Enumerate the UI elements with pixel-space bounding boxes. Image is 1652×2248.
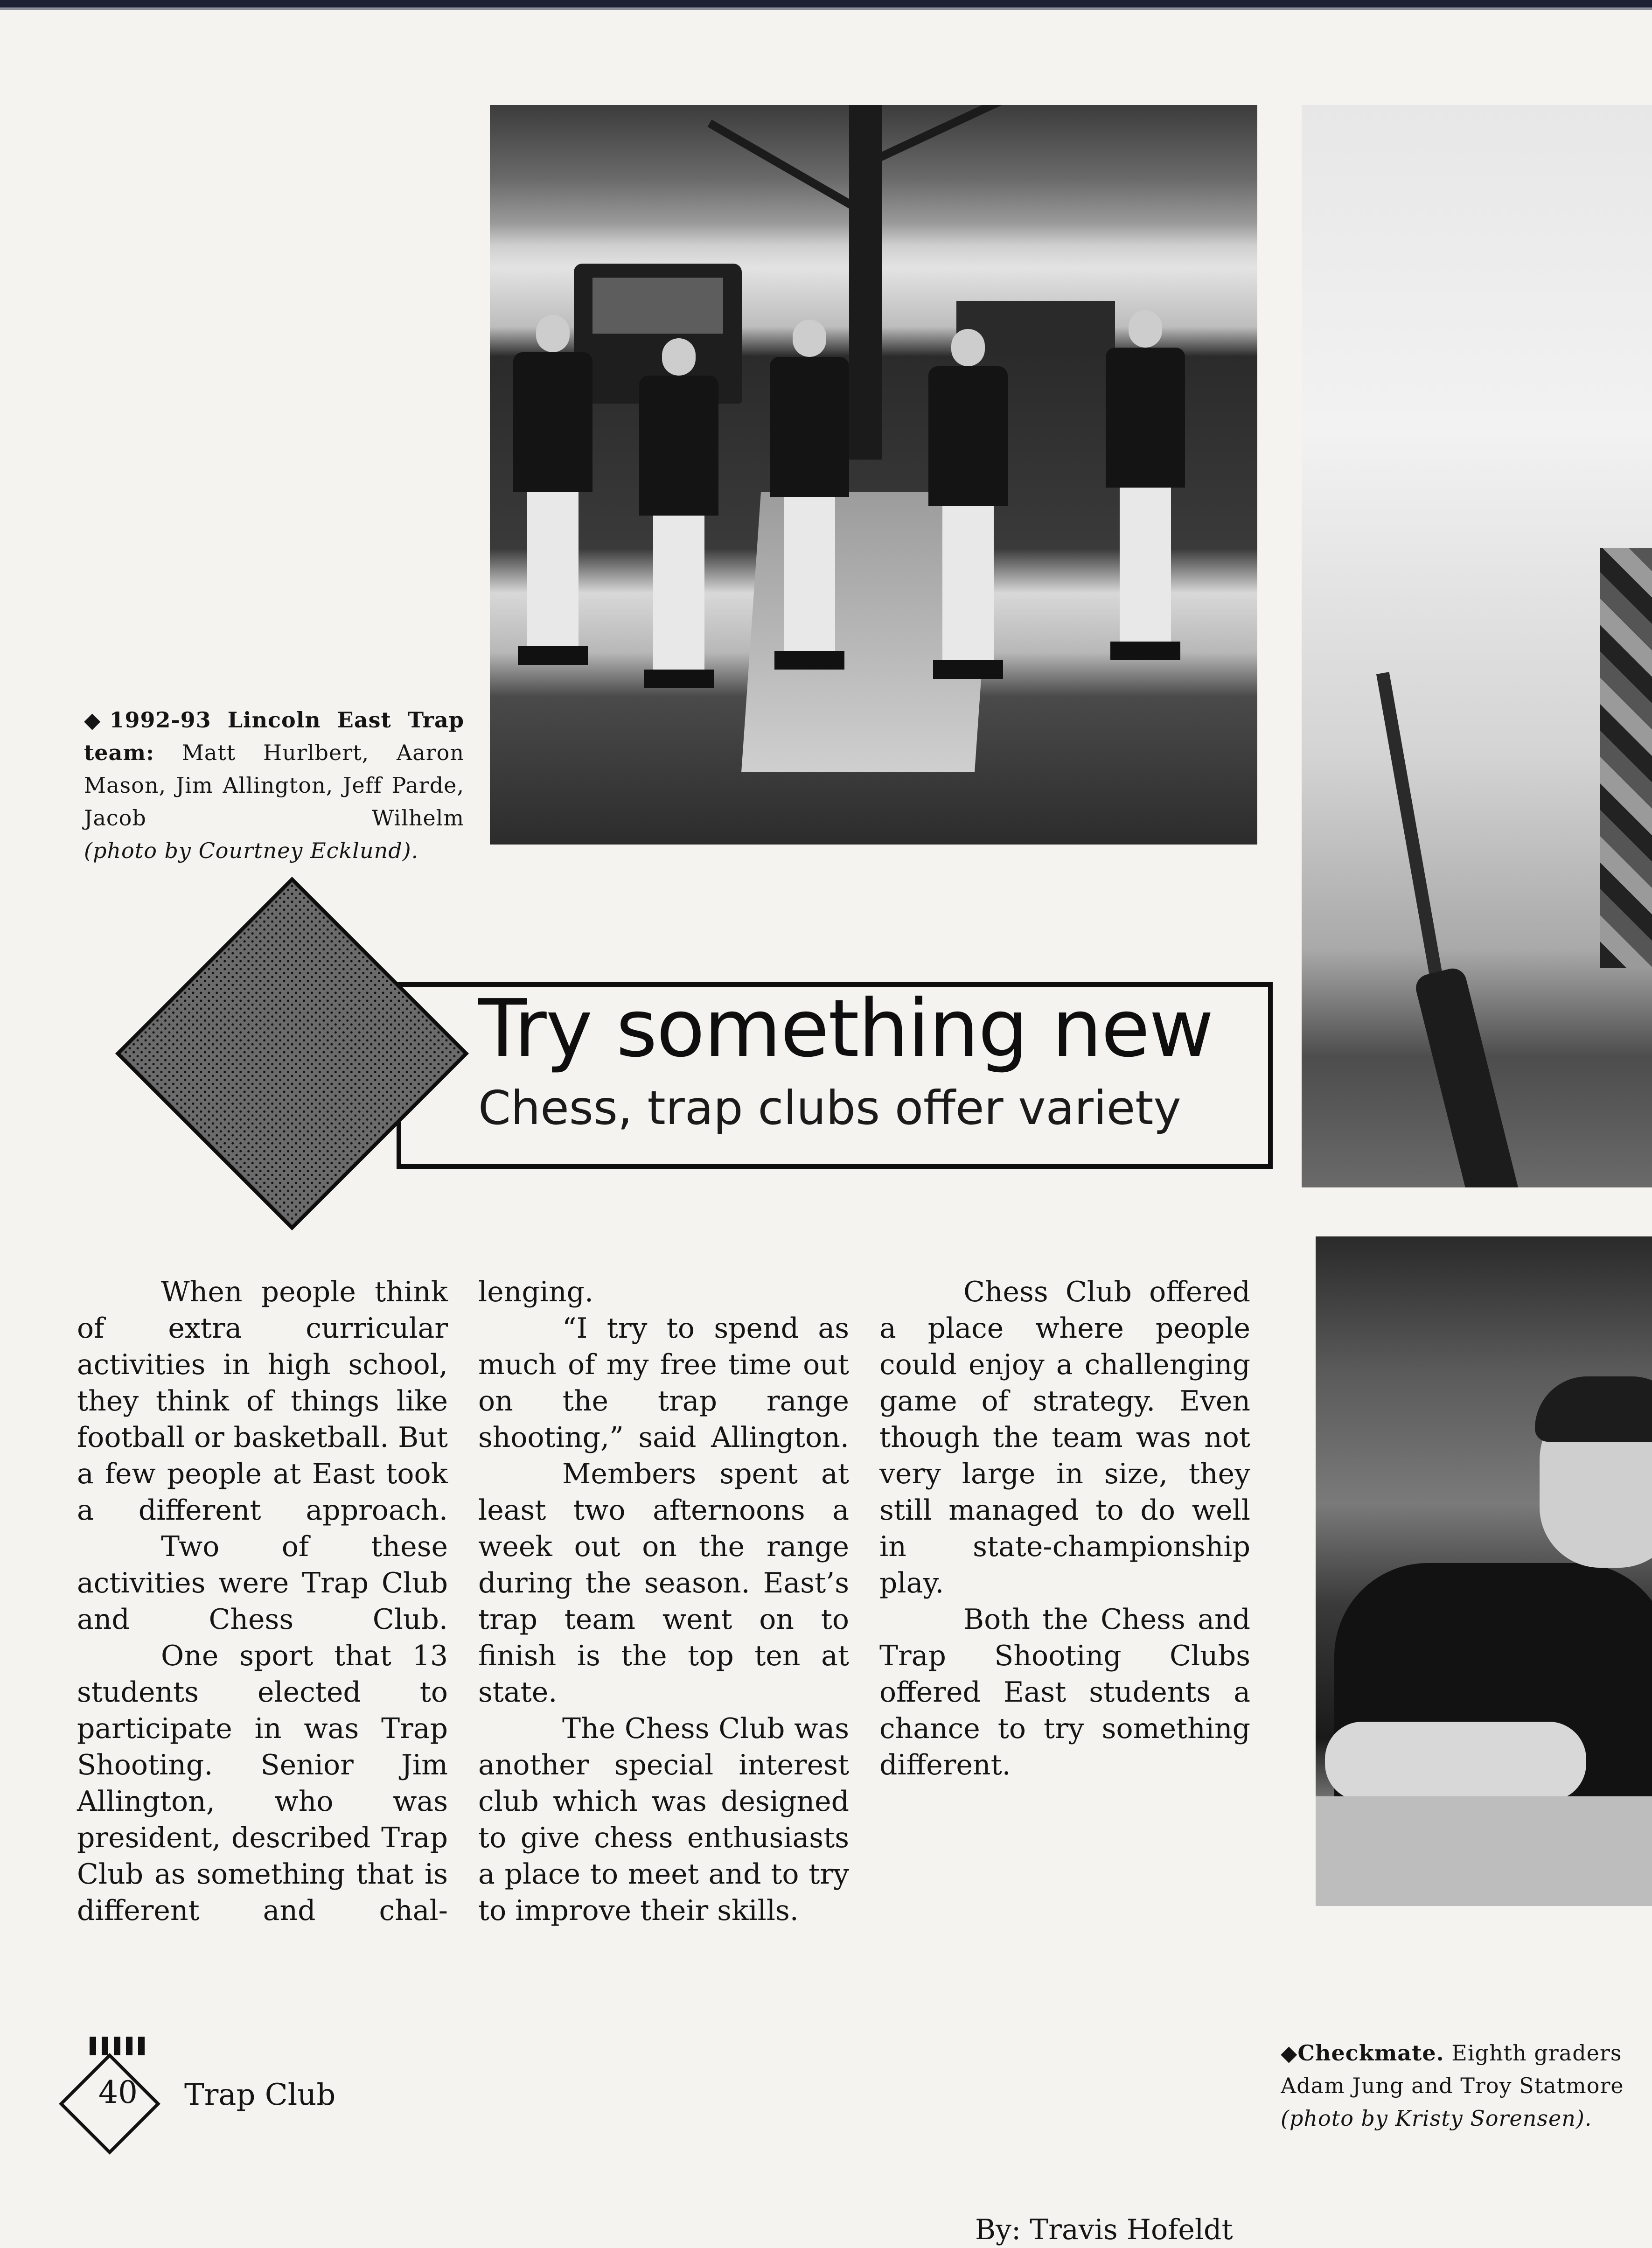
paragraph: When people think of extra curricular activities in high school, they think of things like football or basketball. But a few people at East took a different approach. bbox=[77, 1276, 448, 1527]
caption-lead: Checkmate. bbox=[1297, 2040, 1444, 2066]
article-column-1 bbox=[77, 1274, 448, 1929]
paragraph: Chess Club offered a place where people could enjoy a challenging game of strategy. Even though the team was not very large in size, they still managed to do well in state-championship play. bbox=[879, 1276, 1250, 1599]
trap-photo-caption bbox=[84, 704, 464, 867]
shooter-figure bbox=[1110, 310, 1180, 660]
player-arm bbox=[1325, 1722, 1586, 1801]
rifle-photo bbox=[1302, 105, 1652, 1187]
player-hair bbox=[1535, 1376, 1652, 1442]
camouflage-sleeve bbox=[1600, 548, 1652, 968]
caption-bullet: ◆ bbox=[1281, 2040, 1298, 2066]
shooter-figure bbox=[518, 315, 588, 665]
paragraph: One sport that 13 students elected to participate in was Trap Shooting. Senior Jim Allington, who was president, described Trap Club as something that is different and chal- bbox=[77, 1640, 448, 1927]
checkmate-credit bbox=[1281, 2102, 1652, 2135]
truck-window bbox=[592, 278, 723, 334]
rifle-stock bbox=[1413, 965, 1522, 1187]
page-number: 40 bbox=[98, 2074, 138, 2110]
paragraph: Two of these activities were Trap Club and Chess Club. bbox=[77, 1530, 448, 1636]
section-name: Trap Club bbox=[184, 2078, 336, 2112]
caption-bullet: ◆ bbox=[84, 707, 110, 733]
paragraph: “I try to spend as much of my free time out on the trap range shooting,” said Allington. bbox=[478, 1312, 849, 1454]
caption-text: Eighth graders Adam Jung and Troy Statmore bbox=[1281, 2040, 1624, 2098]
byline: By: Travis Hofeldt bbox=[975, 2213, 1233, 2246]
caption-names: Matt Hurlbert, Aaron Mason, Jim Allington, Jeff Parde, Jacob Wilhelm bbox=[84, 740, 465, 831]
article-column-3 bbox=[879, 1274, 1250, 1783]
caption-credit: (photo by Kristy Sorensen). bbox=[1281, 2106, 1592, 2131]
paragraph: The Chess Club was another special interest club which was designed to give chess enthusiasts a place to meet and to try to improve their skills. bbox=[478, 1712, 849, 1927]
shooter-figure bbox=[644, 338, 714, 688]
checkmate-caption bbox=[1281, 2037, 1652, 2102]
top-edge-bar bbox=[0, 0, 1652, 7]
folio-marks bbox=[90, 2037, 146, 2055]
table-top bbox=[1316, 1796, 1652, 1906]
tree-branch bbox=[707, 119, 865, 216]
trap-team-photo bbox=[490, 105, 1257, 845]
paragraph: Members spent at least two afternoons a week out on the range during the season. East’s trap team went on to finish is the top ten at state. bbox=[478, 1458, 849, 1709]
top-edge-line bbox=[0, 7, 1652, 10]
paragraph: lenging. bbox=[478, 1276, 594, 1308]
paragraph: Both the Chess and Trap Shooting Clubs offered East students a chance to try something different. bbox=[879, 1603, 1250, 1781]
article-column-2 bbox=[478, 1274, 849, 1929]
tree-branch bbox=[861, 105, 1042, 169]
chess-photo bbox=[1316, 1236, 1652, 1906]
page-headline: Try something new bbox=[478, 983, 1213, 1075]
caption-lead: 1992-93 Lincoln East Trap team: bbox=[84, 707, 464, 765]
shooter-figure bbox=[774, 320, 844, 670]
caption-credit: (photo by Courtney Ecklund). bbox=[84, 838, 419, 863]
shooter-figure bbox=[933, 329, 1003, 679]
diamond-graphic bbox=[115, 877, 469, 1230]
page-subheadline: Chess, trap clubs offer variety bbox=[478, 1081, 1181, 1135]
